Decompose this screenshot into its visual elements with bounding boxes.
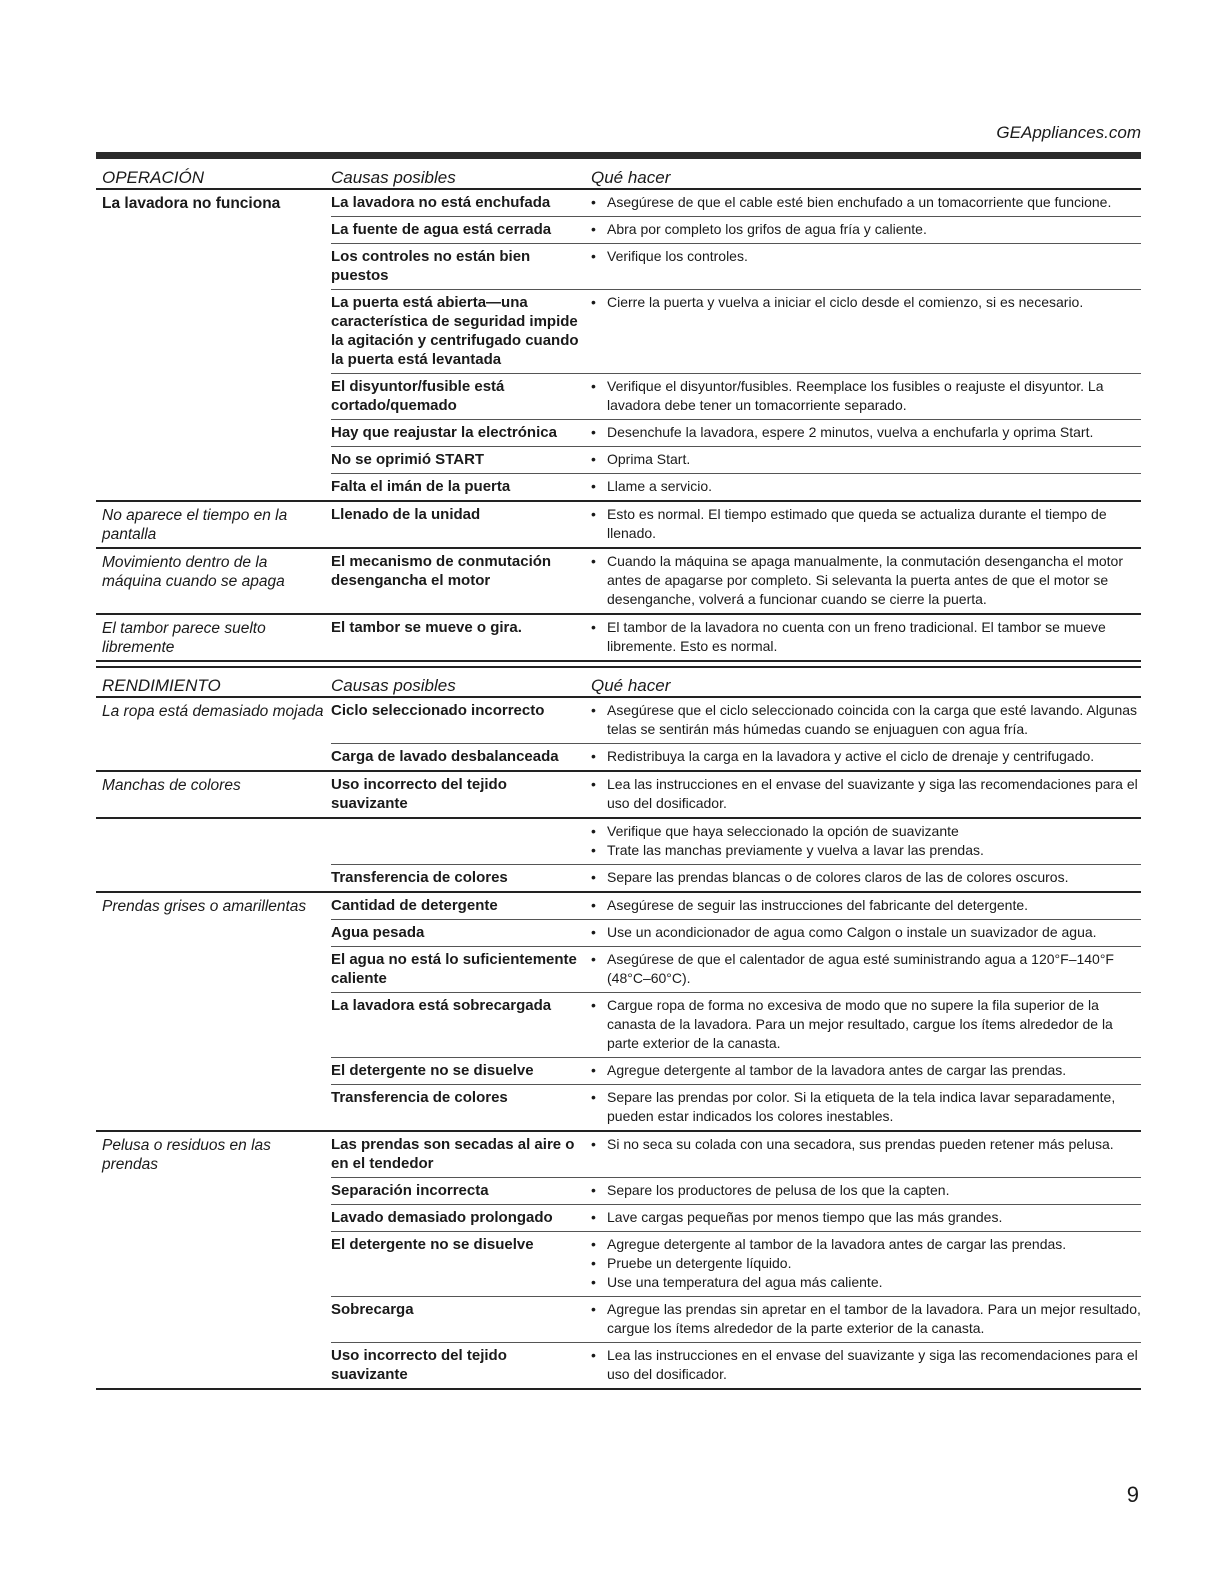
bullet-icon: • — [591, 424, 596, 440]
cause-text: Ciclo seleccionado incorrecto — [331, 702, 545, 719]
cause-rows — [331, 893, 1141, 1130]
fix-list — [591, 896, 1141, 915]
fix-text: Si no seca su colada con una secadora, sus prendas pueden retener más pelusa. — [607, 1136, 1114, 1152]
table-row — [331, 1132, 1141, 1178]
cause-text: El agua no está lo suficientemente caliente — [331, 951, 577, 987]
section-header — [96, 160, 1141, 190]
fix-text: Oprima Start. — [607, 451, 691, 467]
table-row — [331, 1178, 1141, 1205]
table-row — [331, 615, 1141, 660]
cause-text: Sobrecarga — [331, 1301, 414, 1318]
problem-label: La ropa está demasiado mojada — [102, 703, 324, 720]
table-row — [331, 474, 1141, 500]
cause-text: El detergente no se disuelve — [331, 1062, 534, 1079]
section-title: RENDIMIENTO — [102, 676, 221, 695]
fix-list — [591, 1135, 1141, 1173]
table-row — [331, 502, 1141, 547]
bullet-icon: • — [591, 1209, 596, 1225]
bullet-icon: • — [591, 451, 596, 467]
bullet-icon: • — [591, 248, 596, 264]
problem-group — [96, 1132, 1141, 1390]
table-row — [331, 772, 1141, 817]
cause-text: Llenado de la unidad — [331, 506, 481, 523]
table-row — [331, 865, 1141, 891]
cause-text: Lavado demasiado prolongado — [331, 1209, 553, 1226]
fix-item — [591, 923, 1141, 942]
table-row — [331, 1297, 1141, 1343]
cause-text: La lavadora está sobrecargada — [331, 997, 552, 1014]
cause-rows — [331, 502, 1141, 547]
causes-column-header: Causas posibles — [331, 676, 456, 695]
bullet-icon: • — [591, 1255, 596, 1271]
table-row — [331, 698, 1141, 744]
bullet-icon: • — [591, 194, 596, 210]
fix-item — [591, 1061, 1141, 1080]
table-row — [331, 217, 1141, 244]
fix-list — [591, 747, 1141, 766]
fix-text: Asegúrese de que el calentador de agua esté suministrando agua a 120°F–140°F (48°C–60°C). — [607, 951, 1114, 986]
page-number: 9 — [1126, 1482, 1139, 1507]
cause-text: No se oprimió START — [331, 451, 485, 468]
problem-group — [96, 502, 1141, 549]
bullet-icon: • — [591, 553, 596, 569]
bullet-icon: • — [591, 1236, 596, 1252]
table-row — [331, 374, 1141, 420]
cause-text: Transferencia de colores — [331, 869, 508, 886]
fix-text: Use una temperatura del agua más caliente. — [607, 1274, 883, 1290]
bullet-icon: • — [591, 506, 596, 522]
fix-item — [591, 1235, 1141, 1254]
fix-text: Pruebe un detergente líquido. — [607, 1255, 792, 1271]
what-to-do-column-header: Qué hacer — [591, 676, 671, 695]
fix-item — [591, 701, 1141, 739]
fix-item — [591, 822, 1141, 841]
bullet-icon: • — [591, 951, 596, 967]
bullet-icon: • — [591, 997, 596, 1013]
table-row — [331, 1232, 1141, 1297]
fix-item — [591, 950, 1141, 988]
problem-group — [96, 549, 1141, 615]
fix-item — [591, 377, 1141, 415]
section-header — [96, 666, 1141, 698]
fix-item — [591, 896, 1141, 915]
bullet-icon: • — [591, 1136, 596, 1152]
cause-text: El detergente no se disuelve — [331, 1236, 534, 1253]
fix-list — [591, 701, 1141, 739]
problem-group — [96, 772, 1141, 819]
bullet-icon: • — [591, 1274, 596, 1290]
problem-group — [96, 893, 1141, 1132]
fix-list — [591, 1061, 1141, 1080]
fix-item — [591, 1181, 1141, 1200]
table-row — [331, 1205, 1141, 1232]
cause-text: Falta el imán de la puerta — [331, 478, 511, 495]
fix-text: Asegúrese de que el cable esté bien enchufado a un tomacorriente que funcione. — [607, 194, 1112, 210]
fix-list — [591, 1300, 1141, 1338]
cause-text: Cantidad de detergente — [331, 897, 498, 914]
fix-item — [591, 423, 1141, 442]
causes-column-header: Causas posibles — [331, 168, 456, 187]
fix-text: Cargue ropa de forma no excesiva de modo que no supere la fila superior de la canasta de la lavadora. Para un mejor resultado, cargue los ítems alrededor de la parte exterior de la canasta. — [607, 997, 1113, 1051]
bullet-icon: • — [591, 924, 596, 940]
table-row — [331, 920, 1141, 947]
fix-item — [591, 1346, 1141, 1384]
bullet-icon: • — [591, 842, 596, 858]
cause-text: Agua pesada — [331, 924, 425, 941]
table-row — [331, 290, 1141, 374]
cause-text — [331, 822, 591, 860]
fix-item — [591, 247, 1141, 266]
fix-item — [591, 618, 1141, 656]
cause-rows — [331, 698, 1141, 770]
table-row — [331, 947, 1141, 993]
bullet-icon: • — [591, 1062, 596, 1078]
bullet-icon: • — [591, 1301, 596, 1317]
bullet-icon: • — [591, 1347, 596, 1363]
table-row — [331, 1343, 1141, 1388]
cause-text: El tambor se mueve o gira. — [331, 619, 522, 636]
fix-item — [591, 552, 1141, 609]
fix-list — [591, 1088, 1141, 1126]
fix-text: Lea las instrucciones en el envase del suavizante y siga las recomendaciones para el uso del dosificador. — [607, 1347, 1138, 1382]
table-row — [331, 893, 1141, 920]
bullet-icon: • — [591, 1182, 596, 1198]
fix-item — [591, 868, 1141, 887]
fix-list — [591, 868, 1141, 887]
fix-list — [591, 477, 1141, 496]
cause-text: Carga de lavado desbalanceada — [331, 748, 559, 765]
fix-text: Asegúrese de seguir las instrucciones del fabricante del detergente. — [607, 897, 1029, 913]
fix-text: Trate las manchas previamente y vuelva a lavar las prendas. — [607, 842, 984, 858]
fix-text: Verifique que haya seleccionado la opción de suavizante — [607, 823, 959, 839]
cause-rows — [331, 549, 1141, 613]
problem-label: Prendas grises o amarillentas — [102, 898, 307, 915]
fix-list — [591, 775, 1141, 813]
fix-item — [591, 1300, 1141, 1338]
problem-label: El tambor parece suelto libremente — [102, 620, 266, 656]
fix-text: Use un acondicionador de agua como Calgon o instale un suavizador de agua. — [607, 924, 1097, 940]
fix-text: Lea las instrucciones en el envase del suavizante y siga las recomendaciones para el uso del dosificador. — [607, 776, 1138, 811]
fix-text: Agregue las prendas sin apretar en el tambor de la lavadora. Para un mejor resultado, cargue los ítems alrededor de la parte exterior de la canasta. — [607, 1301, 1141, 1336]
fix-text: Abra por completo los grifos de agua fría y caliente. — [607, 221, 927, 237]
cause-text: Separación incorrecta — [331, 1182, 489, 1199]
fix-item — [591, 1135, 1141, 1154]
fix-text: Agregue detergente al tambor de la lavadora antes de cargar las prendas. — [607, 1236, 1067, 1252]
cause-text: Hay que reajustar la electrónica — [331, 424, 557, 441]
fix-text: Verifique el disyuntor/fusibles. Reemplace los fusibles o reajuste el disyuntor. La lavadora debe tener un tomacorriente separado. — [607, 378, 1104, 413]
fix-text: Separe las prendas por color. Si la etiqueta de la tela indica lavar separadamente, pueden estar indicados los colores inestables. — [607, 1089, 1116, 1124]
fix-list — [591, 423, 1141, 442]
cause-rows — [331, 615, 1141, 660]
table-row — [331, 744, 1141, 770]
troubleshooting-table — [96, 160, 1141, 1390]
fix-item — [591, 841, 1141, 860]
cause-text: El mecanismo de conmutación desengancha el motor — [331, 553, 552, 589]
problem-label: Manchas de colores — [102, 777, 241, 794]
fix-list — [591, 193, 1141, 212]
fix-text: Esto es normal. El tiempo estimado que queda se actualiza durante el tiempo de llenado. — [607, 506, 1107, 541]
fix-text: Cierre la puerta y vuelva a iniciar el ciclo desde el comienzo, si es necesario. — [607, 294, 1084, 310]
fix-text: Llame a servicio. — [607, 478, 713, 494]
fix-item — [591, 1208, 1141, 1227]
fix-list — [591, 1235, 1141, 1292]
fix-list — [591, 505, 1141, 543]
cause-text: El disyuntor/fusible está cortado/quemado — [331, 378, 505, 414]
table-row — [331, 1085, 1141, 1130]
fix-list — [591, 1181, 1141, 1200]
problem-group — [96, 615, 1141, 662]
fix-list — [591, 950, 1141, 988]
problem-label: La lavadora no funciona — [102, 195, 281, 212]
fix-list — [591, 247, 1141, 285]
fix-item — [591, 220, 1141, 239]
table-row — [331, 190, 1141, 217]
fix-item — [591, 996, 1141, 1053]
bullet-icon: • — [591, 702, 596, 718]
fix-item — [591, 477, 1141, 496]
bullet-icon: • — [591, 378, 596, 394]
table-row — [331, 1058, 1141, 1085]
problem-group — [96, 819, 1141, 893]
bullet-icon: • — [591, 748, 596, 764]
fix-text: Redistribuya la carga en la lavadora y active el ciclo de drenaje y centrifugado. — [607, 748, 1095, 764]
website-url: GEAppliances.com — [996, 123, 1141, 142]
table-row — [331, 244, 1141, 290]
fix-list — [591, 996, 1141, 1053]
problem-label — [96, 819, 331, 891]
problem-label: Pelusa o residuos en las prendas — [102, 1137, 271, 1173]
fix-text: El tambor de la lavadora no cuenta con un freno tradicional. El tambor se mueve libremente. Esto es normal. — [607, 619, 1106, 654]
fix-list — [591, 923, 1141, 942]
problem-group — [96, 190, 1141, 502]
bullet-icon: • — [591, 478, 596, 494]
bullet-icon: • — [591, 776, 596, 792]
fix-list — [591, 822, 1141, 860]
fix-list — [591, 552, 1141, 609]
fix-item — [591, 505, 1141, 543]
fix-item — [591, 775, 1141, 813]
problem-group — [96, 698, 1141, 772]
fix-list — [591, 450, 1141, 469]
fix-text: Separe los productores de pelusa de los que la capten. — [607, 1182, 950, 1198]
table-row — [331, 447, 1141, 474]
fix-text: Asegúrese que el ciclo seleccionado coincida con la carga que esté lavando. Algunas telas se sentirán más húmedas cuando se enjuaguen con agua fría. — [607, 702, 1138, 737]
section-title: OPERACIÓN — [102, 168, 205, 187]
fix-item — [591, 193, 1141, 212]
bullet-icon: • — [591, 823, 596, 839]
fix-text: Separe las prendas blancas o de colores claros de las de colores oscuros. — [607, 869, 1069, 885]
fix-text: Desenchufe la lavadora, espere 2 minutos, vuelva a enchufarla y oprima Start. — [607, 424, 1094, 440]
cause-rows — [331, 819, 1141, 891]
cause-rows — [331, 1132, 1141, 1388]
cause-text: La fuente de agua está cerrada — [331, 221, 552, 238]
cause-text: La puerta está abierta—una característica de seguridad impide la agitación y centrifugado cuando la puerta está levantada — [331, 294, 579, 368]
fix-text: Verifique los controles. — [607, 248, 748, 264]
bullet-icon: • — [591, 1089, 596, 1105]
cause-text: La lavadora no está enchufada — [331, 194, 551, 211]
cause-text: Los controles no están bien puestos — [331, 248, 531, 284]
problem-label: Movimiento dentro de la máquina cuando se apaga — [102, 554, 285, 590]
cause-text: Transferencia de colores — [331, 1089, 508, 1106]
table-row — [331, 420, 1141, 447]
fix-list — [591, 1208, 1141, 1227]
bullet-icon: • — [591, 294, 596, 310]
cause-text: Las prendas son secadas al aire o en el tendedor — [331, 1136, 575, 1172]
bullet-icon: • — [591, 619, 596, 635]
fix-list — [591, 293, 1141, 369]
fix-item — [591, 1088, 1141, 1126]
problem-label: No aparece el tiempo en la pantalla — [102, 507, 288, 543]
fix-item — [591, 1273, 1141, 1292]
fix-item — [591, 1254, 1141, 1273]
table-row — [331, 819, 1141, 865]
fix-text: Agregue detergente al tambor de la lavadora antes de cargar las prendas. — [607, 1062, 1067, 1078]
cause-rows — [331, 772, 1141, 817]
cause-rows — [331, 190, 1141, 500]
bullet-icon: • — [591, 221, 596, 237]
what-to-do-column-header: Qué hacer — [591, 168, 671, 187]
fix-list — [591, 1346, 1141, 1384]
cause-text: Uso incorrecto del tejido suavizante — [331, 776, 507, 812]
fix-list — [591, 220, 1141, 239]
table-row — [331, 993, 1141, 1058]
table-row — [331, 549, 1141, 613]
cause-text: Uso incorrecto del tejido suavizante — [331, 1347, 507, 1383]
fix-item — [591, 747, 1141, 766]
fix-item — [591, 450, 1141, 469]
header-rule — [96, 152, 1141, 159]
fix-text: Lave cargas pequeñas por menos tiempo que las más grandes. — [607, 1209, 1003, 1225]
fix-list — [591, 377, 1141, 415]
fix-text: Cuando la máquina se apaga manualmente, la conmutación desengancha el motor antes de apagarse por completo. Si selevanta la puerta antes de que el motor se desenganche, volverá a funcionar cuando se cierre la puerta. — [607, 553, 1124, 607]
bullet-icon: • — [591, 897, 596, 913]
bullet-icon: • — [591, 869, 596, 885]
fix-item — [591, 293, 1141, 312]
fix-list — [591, 618, 1141, 656]
